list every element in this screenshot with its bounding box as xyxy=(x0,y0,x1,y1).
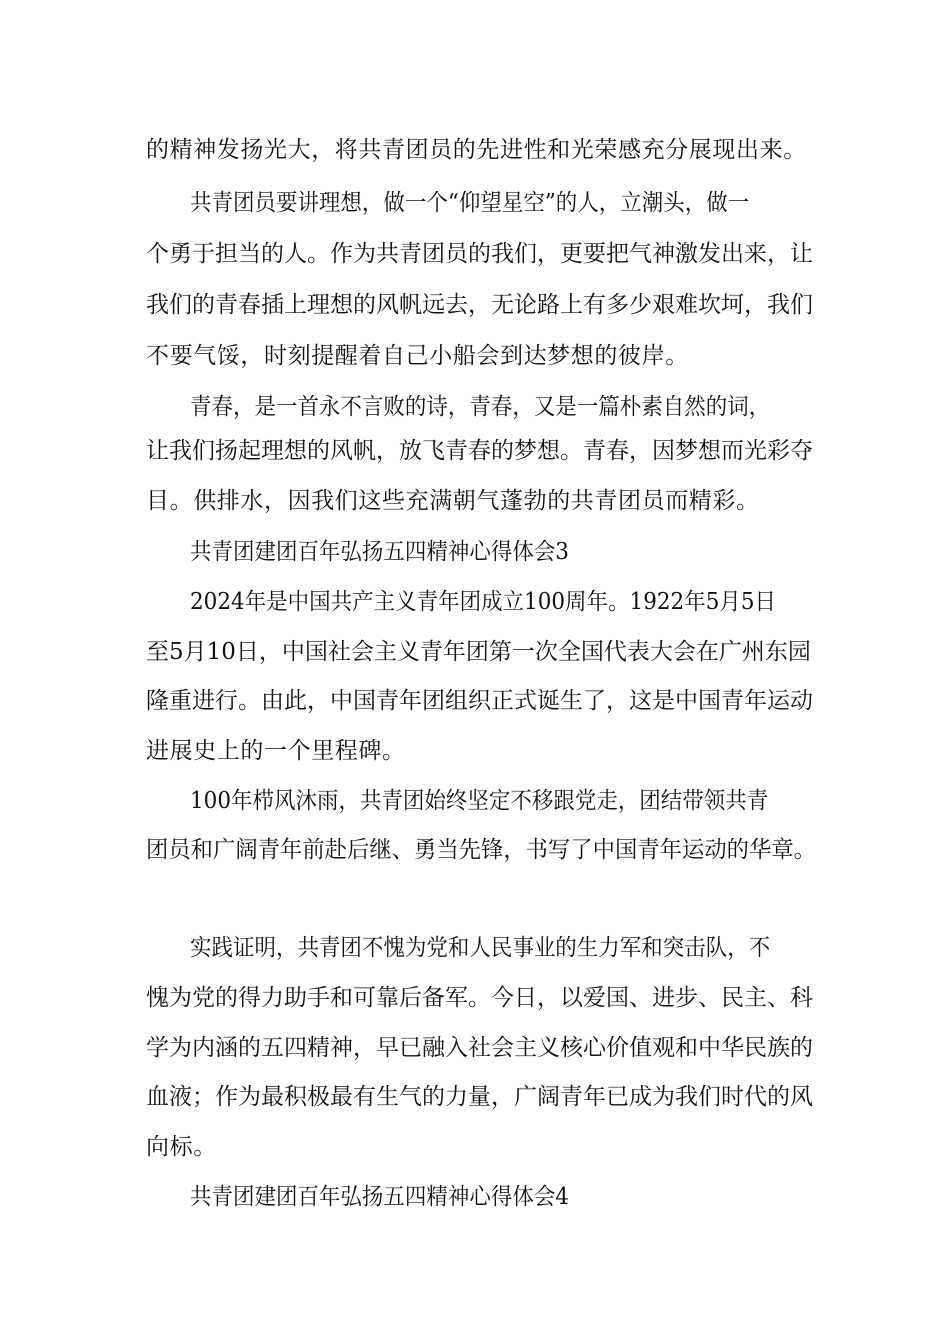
paragraph-line: 青春，是一首永不言败的诗，青春，又是一篇朴素自然的词， xyxy=(190,394,771,420)
section-heading: 共青团建团百年弘扬五四精神心得体会3 xyxy=(190,539,569,565)
paragraph-line: 团员和广阔青年前赴后继、勇当先锋，书写了中国青年运动的华章。 xyxy=(146,837,816,863)
paragraph-line: 进展史上的一个里程碑。 xyxy=(146,738,406,764)
section-heading: 共青团建团百年弘扬五四精神心得体会4 xyxy=(190,1184,569,1210)
paragraph-line: 目。供排水，因我们这些充满朝气蓬勃的共青团员而精彩。 xyxy=(146,488,760,514)
paragraph-line: 实践证明，共青团不愧为党和人民事业的生力军和突击队，不 xyxy=(190,935,771,961)
paragraph-line: 向标。 xyxy=(146,1134,217,1160)
paragraph-line: 2024年是中国共产主义青年团成立100周年。1922年5月5日 xyxy=(190,589,777,615)
paragraph-line: 100年栉风沐雨，共青团始终坚定不移跟党走，团结带领共青 xyxy=(190,788,769,814)
paragraph-line: 愧为党的得力助手和可靠后备军。今日，以爱国、进步、民主、科 xyxy=(146,985,813,1011)
paragraph-line: 的精神发扬光大，将共青团员的先进性和光荣感充分展现出来。 xyxy=(146,137,807,163)
paragraph-line: 不要气馁，时刻提醒着自己小船会到达梦想的彼岸。 xyxy=(146,343,689,369)
paragraph-line: 我们的青春插上理想的风帆远去，无论路上有多少艰难坎坷，我们 xyxy=(146,292,813,318)
paragraph-line: 至5月10日，中国社会主义青年团第一次全国代表大会在广州东园 xyxy=(146,639,811,665)
paragraph-line: 血液；作为最积极最有生气的力量，广阔青年已成为我们时代的风 xyxy=(146,1084,813,1110)
paragraph-line: 让我们扬起理想的风帆，放飞青春的梦想。青春，因梦想而光彩夺 xyxy=(146,438,813,464)
paragraph-line: 个勇于担当的人。作为共青团员的我们，更要把气神激发出来，让 xyxy=(146,241,813,267)
paragraph-line: 隆重进行。由此，中国青年团组织正式诞生了，这是中国青年运动 xyxy=(146,688,813,714)
paragraph-line: 共青团员要讲理想，做一个“仰望星空”的人，立潮头，做一 xyxy=(190,190,750,216)
paragraph-line: 学为内涵的五四精神，早已融入社会主义核心价值观和中华民族的 xyxy=(146,1035,813,1061)
